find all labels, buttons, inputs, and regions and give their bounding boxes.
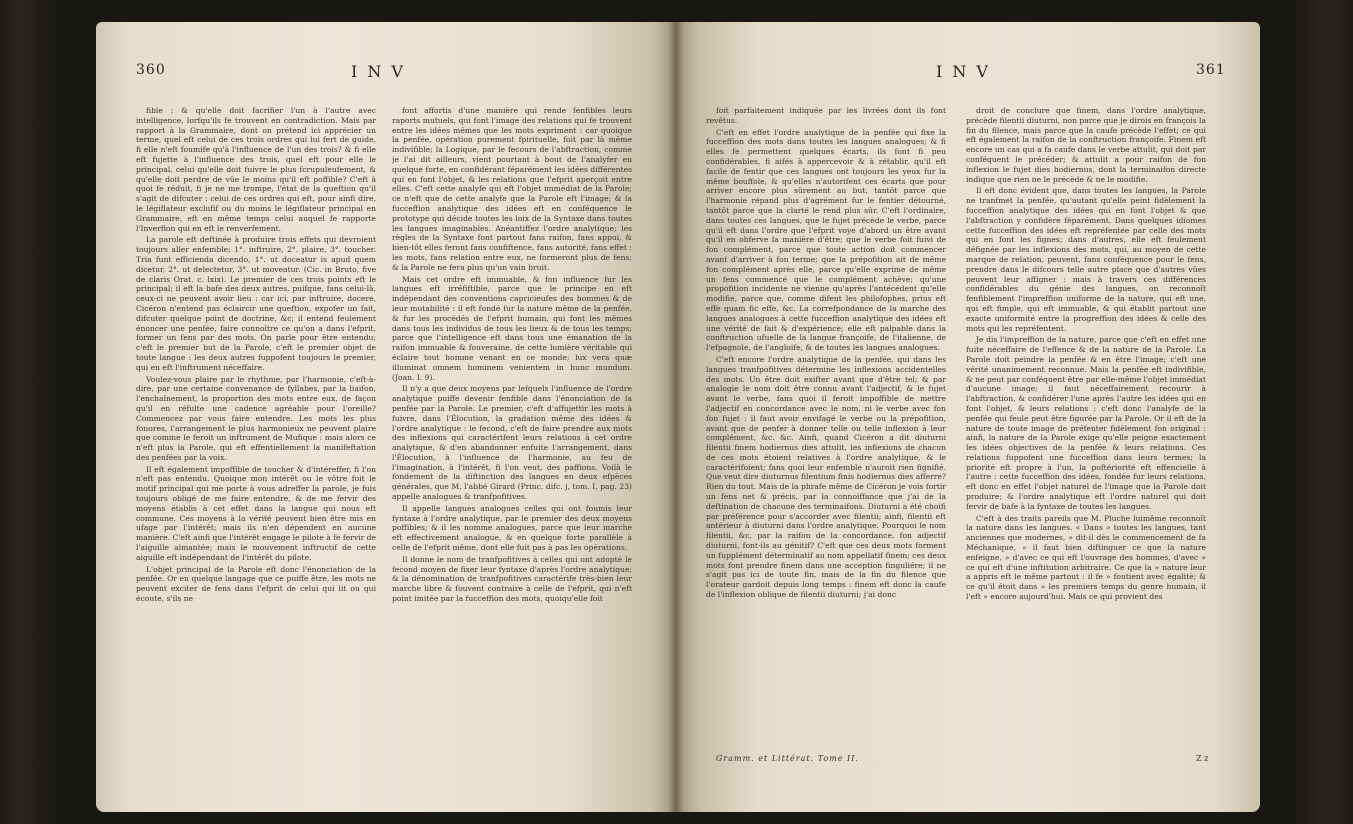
- right-running-head: INV: [936, 62, 998, 81]
- paragraph: Il appelle langues analogues celles qui ont foumis leur fyntaxe à l'ordre analytique, par le premier des deux moyens poffibles; & il les nomme analogues, parce que leur marche eft effectivement analogue, & en quelque forte parallèle à celle de l'efprit même, dont elle fuit pas à pas les opérations.: [392, 503, 632, 553]
- signature-line: Gramm. et Littérat. Tome II.: [716, 754, 859, 763]
- paragraph: droit de conclure que finem, dans l'ordre analytique, précède filentii diuturni, non parce que je dirois en françois la fin du filence, mais parce que la caufe précède l'effet; ce qui eft également la raifon de la conftruction françoife. Finem eft encore un cas qui a fa caufe dans le verbe attulit, qui doit par conféquent le précéder; & attulit a pour raifon de fon inflexion le fujet dies hodiernus, dont la terminaifon directe indique que rien ne le précède & ne le modifie.: [966, 106, 1206, 184]
- paragraph: fible ; & qu'elle doit facrifier l'un à l'autre avec intelligence, lorfqu'ils fe trouvent en contradiction. Mais par rapport à la Grammaire, dont on prétend ici apprécier un terme, quel eft celui de ces trois ordres qui lui fert de guide, fi elle n'eft foumife qu'à l'influence de l'un des trois? & fi elle eft fujette à l'influence des trois, quel eft pour elle le principal, celui qu'elle doit fuivre le plus fcrupuleufement, & qu'elle doit perdre de vûe le moins qu'il eft poffible? C'eft à quoi fe réduit, fi je ne me trompe, l'état de la queftion qu'il s'agit de difcuter : celui de ces ordres qui eft, pour ainfi dire, le légiflateur exclufif ou du moins le légiflateur principal en Grammaire, eft en même temps celui auquel fe rapporte l'Inverfion qui en eft le renverfement.: [136, 106, 376, 233]
- book-gutter: [668, 22, 684, 812]
- paragraph: Voulez-vous plaire par le rhythme, par l'harmonie, c'eft-à-dire, par une certaine convenance de fyllabes, par la liaifon, l'enchaînement, la proportion des mots entre eux, de façon qu'il en réfulte une cadence agréable pour l'oreille? Commencez par vous faire entendre. Les mots les plus fonores, l'arrangement le plus harmonieux ne peuvent plaire que comme le feroit un inftrument de Mufique : mais alors ce n'eft plus la Parole, qui eft effentiellement la manifeftation des penfées par la voix.: [136, 374, 376, 462]
- paragraph: foit parfaitement indiquée par les livrées dont ils font revêtus.: [706, 106, 946, 125]
- left-column-1: [136, 106, 376, 746]
- right-page: [676, 22, 1260, 812]
- paragraph: Je dis l'impreffion de la nature, parce que c'eft en effet une fuite néceffaire de l'effence & de la nature de la Parole. La Parole doit peindre la penfée & en être l'image; c'eft une vérité unanimement reconnue. Mais la penfée eft indivifible, & ne peut par conféquent être par elle-même l'objet immédiat d'aucune image; il faut néceffairement recourir à l'abftraction, & confidérer l'une après l'autre les idées qui en font l'objet, & leurs relations : c'eft donc l'analyfe de la penfée qui feule peut être figurée par la Parole. Or il eft de la nature de toute image de préfenter fidèlement fon original : ainfi, la nature de la Parole exige qu'elle peigne exactement les idées objectives de la penfée & leurs relations. Ces relations fuppofent une fucceffion dans leurs termes; la priorité eft propre à l'un, la poftériorité eft effencielle à l'autre : cette fucceffion des idées, fondée fur leurs relations, eft donc en effet l'objet naturel de l'image que la Parole doit produire; & l'ordre analytique eft l'ordre naturel qui doit fervir de bafe à la fyntaxe de toutes les langues.: [966, 335, 1206, 511]
- paragraph: L'objet principal de la Parole eft donc l'énonciation de la penfée. Or en quelque langage que ce puiffe être, les mots ne peuvent exciter de fens dans l'efprit de celui qui lit ou qui écoute, s'ils ne: [136, 564, 376, 604]
- paragraph: Il n'y a que deux moyens par lefquels l'influence de l'ordre analytique puiffe devenir fenfible dans l'énonciation de la penfée par la Parole. Le premier, c'eft d'affujettir les mots à fuivre, dans l'Élocution, la gradation même des idées & l'ordre analytique : le fecond, c'eft de faire prendre aux mots des inflexions qui caractérifent leurs relations à cet ordre analytique, & d'en abandonner enfuite l'arrangement, dans l'Élocution, à l'influence de l'harmonie, au feu de l'imagination, à l'intérêt, fi l'on veut, des paffions. Voilà le fondement de la diftinction des langues en deux efpèces générales, que M. l'abbé Girard (Princ. difc. j, tom. I, pag. 23) appelle analogues & tranfpofitives.: [392, 384, 632, 502]
- paragraph: Il eft donc évident que, dans toutes les langues, la Parole ne tranfmet la penfée, qu'autant qu'elle peint fidèlement la fucceffion analytique des idées qui en font l'objet & que l'abftraction y confidère féparément. Dans quelques idiomes cette fucceffion des idées eft repréfentée par celle des mots qui en font les fignes; dans d'autres, elle eft feulement défignée par les inflexions des mots, qui, au moyen de cette marque de relation, peuvent, fans conféquence pour le fens, prendre dans le difcours telle autre place que d'autres vûes peuvent leur affigner : mais à travers ces différences confidérables du génie des langues, on reconnoît fenfiblement l'impreffion uniforme de la nature, qui eft une, qui eft fimple, qui eft immuable, & qui établit partout une exacte uniformité entre la progreffion des idées & celle des mots qui les repréfentent.: [966, 186, 1206, 333]
- paragraph: C'eft à des traits pareils que M. Pluche luimême reconnoît la nature dans les langues. « Dans » toutes les langues, tant anciennes que modernes, » dit-il dès le commencement de fa Méchanique, » il faut bien diftinguer ce que la nature enfeigne, » d'avec ce qui eft l'ouvrage des hommes, d'avec » ce qui eft d'une inftitution arbitraire. Ce que la » nature leur a appris eft le même partout : il fe » foutient avec égalité; & ce qu'il étoit dans » les premiers temps du genre humain, il l'eft » encore aujourd'hui. Mais ce qui provient des: [966, 513, 1206, 602]
- paragraph: C'eft encore l'ordre analytique de la penfée, qui dans les langues tranfpofitives détermine les inflexions accidentelles des mots. Un être doit exifter avant que d'être tel; & par analogie le nom doit être connu avant l'adjectif, & le fujet avant le verbe, fans quoi il feroit impoffible de mettre l'adjectif en concordance avec le nom, ni le verbe avec fon fon fujet : il faut avoir envifagé le verbe ou la prépofition, avant que de penfer à donner telle ou telle inflexion à leur complément, &c. &c. Ainfi, quand Cicéron a dit diuturni filentii finem hodiernus dies attulit, les inflexions de chacun de ces mots étoient relatives à l'ordre analytique, & le caractérifoient; fans quoi leur enfemble n'auroit rien fignifié. Que veut dire diuturnus filentium finis hodiernus dies afferre? Rien du tout. Mais de la phrafe même de Cicéron je vois fortir un fens net & précis, par la connoiffance que j'ai de la deftination de chacune des terminaifons. Diuturni a été choifi par préférence pour s'accorder avec filentii; ainfi, filentii eft antérieur à diuturni dans l'ordre analytique. Pourquoi le nom filentii, &c, par la raifon de la concordance, fon adjectif diuturni, font-ils au génitif? C'eft que ces deux mots forment un fupplément déterminatif au nom appellatif finem; ces deux mots font prendre finem dans une acception finguliére; il ne s'agit pas ici de toute fin, mais de la fin du filence que l'orateur gardoit depuis long temps : finem eft donc la caufe de l'inflexion oblique de filentii diuturni; j'ai donc: [706, 354, 946, 600]
- paragraph: font affortis d'une manière qui rende fenfibles leurs raports mutuels, qui font l'image des relations qui fe trouvent entre les idées mêmes que les mots expriment : car quoique la penfée, opération purement fpirituelle, foit par là même indivifible; la Logique, par le fecours de l'abftraction, comme je l'ai dit ailleurs, vient pourtant à bout de l'analyfer en quelque forte, en confidérant féparément les idées différentes qui en font l'objet, & les relations que l'efprit aperçoit entre elles. C'eft cette analyfe qui eft l'objet immédiat de la Parole; ce n'eft que de cette analyfe que la Parole eft l'image; & la fucceffion analytique des idées eft en conféquence le prototype qui décide toutes les loix de la Syntaxe dans toutes les langues imaginables. Anéantiffez l'ordre analytique; les règles de la Syntaxe font partout fans raifon, fans appui, & bien-tôt elles feront fans confiftence, fans autorité, fans effet : les mots, fans relation entre eux, ne formeront plus de fens; & la Parole ne fera plus qu'un vain bruit.: [392, 106, 632, 272]
- right-column-2: [966, 106, 1206, 746]
- paragraph: C'eft en effet l'ordre analytique de la penfée qui fixe la fucceffion des mots dans toutes les langues analogues; & fi elles fe permettent quelques écarts, ils font fi peu confidérables, fi aifés à appercevoir & à rétablir, qu'il eft facile de fentir que ces langues ont toujours les yeux fur la même bouffole, & qu'elles n'autorifent ces écarts que pour arriver encore plus sûrement au but, tantôt parce que l'harmonie répand plus d'agrément fur le fentier détourné, tantôt parce que la clarté le rend plus sûr. C'eft l'ordinaire, dans toutes ces langues, que le fujet précède le verbe, parce qu'il eft dans l'ordre que l'efprit voye d'abord un être avant qu'il en obferve la manière d'être; que le verbe foit fuivi de fon complément, parce que toute action doit commencer avant d'arriver à fon terme; que la prépofition ait de même fon complément après elle, parce qu'elle exprime de même un fens commencé que le complément achève; qu'une propofition incidente ne vienne qu'après l'antécédent qu'elle modifie, parce que, comme difent les philofophes, prius eft effe quam fic effe, &c. La correfpondance de la marche des langues analogues à cette fucceffion analytique des idées eft une vérité de fait & d'expérience; elle eft palpable dans la conftruction ufuelle de la langue françoife, de l'italienne, de l'efpagnole, de l'angloife, & de toutes les langues analogues.: [706, 127, 946, 353]
- paragraph: Il eft également impoffible de toucher & d'intéreffer, fi l'on n'eft pas entendu. Quoique mon intérêt ou le vôtre foit le motif principal qui me porte à vous adreffer la parole, je fuis toujours obligé de me faire entendre, & de me fervir des moyens établis à cet effet dans la langue qui nous eft commune. Ces moyens à la vérité peuvent bien être mis en ufage par l'intérêt; mais ils n'en dépendent en aucune manière. C'eft ainfi que l'intérêt engage le pilote à fe fervir de l'aiguille aimantée; mais le mouvement inftructif de cette aiguille eft indépendant de l'intérêt du pilote.: [136, 464, 376, 562]
- right-column-1: [706, 106, 946, 746]
- paragraph: La parole eft deftinée à produire trois effets qui devroient toujours aller enfemble; 1°. inftruire, 2°. plaire, 3°. toucher. Tria funt efficienda dicendo, 1°. ut doceatur is apud quem dicetur, 2°. ut delectetur, 3°. ut moveatur. (Cic. in Bruto, five de claris Orat. c. lxix). Le premier de ces trois points eft le principal; il eft la bafe des deux autres, puifque, fans celui-là, ceux-ci ne peuvent avoir lieu : car ici, par inftruire, docere, Cicéron n'entend pas éclaircir une queftion, expofer un fait, difcuter quelque point de doctrine, &c; il entend feulement énoncer une penfée, faire connoître ce qu'on a dans l'efprit, former un fens par des mots. On parle pour être entendu; c'eft le premier but de la Parole, c'eft le premier objet de toute langue : les deux autres fuppofent toujours le premier, qui en eft l'inftrument néceffaire.: [136, 235, 376, 372]
- left-folio: 360: [136, 62, 166, 78]
- paragraph: Il donne le nom de tranfpofitives à celles qui ont adopté le fecond moyen de fixer leur fyntaxe d'après l'ordre analytique; & la dénomination de tranfpofitives caractérife très-bien leur marche libre & fouvent contraire à celle de l'efprit, qui n'eft point imitée par la fucceffion des mots, quoiqu'elle foit: [392, 554, 632, 604]
- signature-mark: Z z: [1196, 754, 1209, 763]
- left-running-head: INV: [351, 62, 413, 81]
- paragraph: Mais cet ordre eft immuable, & fon influence fur les langues eft irréfiftible, parce que le principe en eft indépendant des conventions capricieufes des hommes & de leur mutabilité : il eft fondé fur la nature même de la penfée, & fur les procédés de l'efprit humain, qui font les mêmes dans tous les individus de tous les lieux & de tous les temps; parce que l'intelligence eft dans tous une émanation de la raifon immuable & fouveraine, de cette lumière véritable qui éclaire tout homme venant en ce monde; lux vera quæ illuminat omnem hominem venientem in hunc mundum. (Joan. I. 9).: [392, 274, 632, 382]
- left-column-2: [392, 106, 632, 746]
- left-page: [96, 22, 676, 812]
- right-folio: 361: [1196, 62, 1226, 78]
